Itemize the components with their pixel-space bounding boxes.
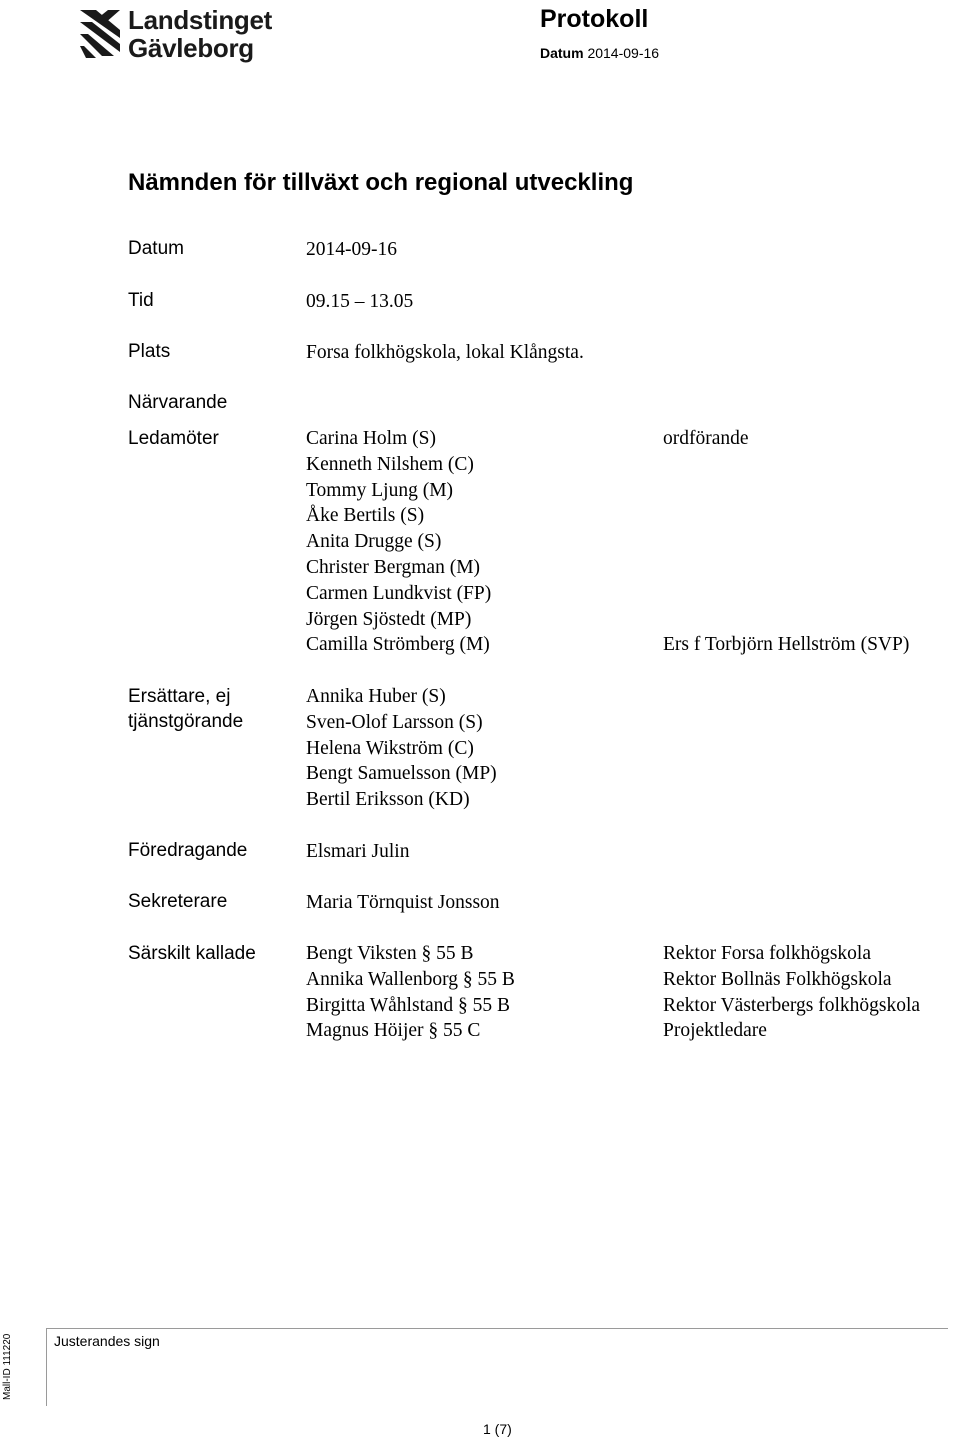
- narvarande-label: Närvarande: [128, 392, 228, 413]
- datum-label: Datum: [128, 238, 184, 259]
- list-item: Annika Huber (S): [306, 686, 446, 707]
- list-item: Magnus Höijer § 55 C: [306, 1020, 481, 1042]
- sekreterare-label: Sekreterare: [128, 891, 228, 912]
- plats-value: Forsa folkhögskola, lokal Klångsta.: [306, 342, 584, 363]
- plats-label: Plats: [128, 341, 171, 362]
- list-item: Tommy Ljung (M): [306, 479, 454, 501]
- list-item: Carmen Lundkvist (FP): [306, 582, 492, 604]
- header-date: [540, 44, 659, 62]
- sarskilt-kallade-label: Särskilt kallade: [128, 943, 256, 964]
- list-item: Bengt Viksten § 55 B: [306, 943, 474, 964]
- logo-text-line1: Landstinget: [128, 5, 273, 35]
- sarskilt-kallade-names: [306, 941, 515, 1044]
- list-item: Christer Bergman (M): [306, 556, 481, 578]
- chair-role: ordförande: [663, 428, 749, 449]
- list-item: Helena Wikström (C): [306, 737, 474, 759]
- tid-value: 09.15 – 13.05: [306, 291, 414, 312]
- list-item: Rektor Bollnäs Folkhögskola: [663, 968, 892, 990]
- logo-mark-icon: [78, 4, 122, 64]
- substitute-note: Ers f Torbjörn Hellström (SVP): [663, 634, 910, 655]
- header-date-label: Datum: [540, 45, 584, 61]
- list-item: Kenneth Nilshem (C): [306, 453, 474, 475]
- logo-text-line2: Gävleborg: [128, 33, 254, 63]
- ersattare-label-line1: Ersättare, ej: [128, 686, 231, 707]
- footer-divider: [46, 1328, 948, 1329]
- datum-value: 2014-09-16: [306, 239, 397, 260]
- organization-logo: [78, 4, 288, 66]
- sekreterare-name: Maria Törnquist Jonsson: [306, 892, 500, 913]
- list-item: Camilla Strömberg (M): [306, 634, 490, 656]
- list-item: Birgitta Wåhlstand § 55 B: [306, 994, 511, 1016]
- footer-sign-box-divider: [46, 1328, 47, 1406]
- list-item: Jörgen Sjöstedt (MP): [306, 608, 472, 630]
- ledamoter-label: Ledamöter: [128, 428, 219, 449]
- foredragande-label: Föredragande: [128, 840, 248, 861]
- list-item: Projektledare: [663, 1020, 767, 1042]
- list-item: Rektor Forsa folkhögskola: [663, 943, 871, 964]
- list-item: Annika Wallenborg § 55 B: [306, 968, 515, 990]
- template-id: Mall-ID 111220: [2, 1333, 13, 1400]
- page-number: 1 (7): [483, 1421, 512, 1437]
- signature-label: Justerandes sign: [54, 1333, 160, 1349]
- document-type: Protokoll: [540, 5, 649, 33]
- list-item: Sven-Olof Larsson (S): [306, 711, 483, 733]
- tid-label: Tid: [128, 290, 154, 311]
- list-item: Carina Holm (S): [306, 428, 436, 449]
- sarskilt-kallade-roles: [663, 941, 920, 1044]
- foredragande-name: Elsmari Julin: [306, 841, 410, 862]
- ledamoter-list: [306, 426, 491, 658]
- header-date-value: 2014-09-16: [587, 45, 660, 61]
- page-title: Nämnden för tillväxt och regional utveckling: [128, 169, 634, 196]
- list-item: Anita Drugge (S): [306, 531, 442, 553]
- list-item: Bertil Eriksson (KD): [306, 789, 470, 811]
- ersattare-list: [306, 684, 497, 813]
- list-item: Rektor Västerbergs folkhögskola: [663, 994, 921, 1016]
- list-item: Åke Bertils (S): [306, 505, 425, 527]
- list-item: Bengt Samuelsson (MP): [306, 763, 497, 785]
- ersattare-label-line2: tjänstgörande: [128, 711, 244, 732]
